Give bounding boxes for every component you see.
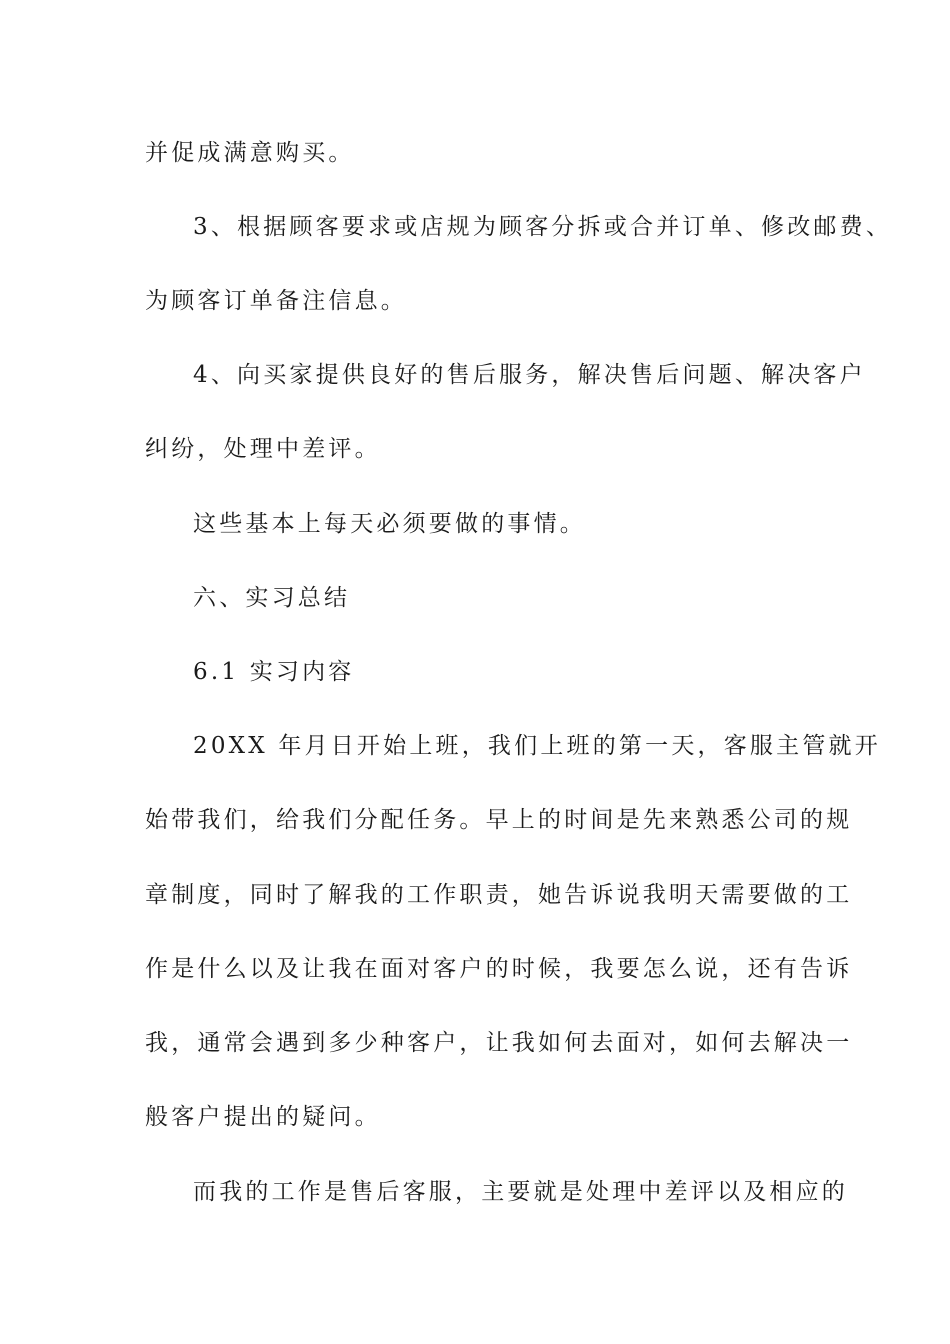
section-heading: 六、实习总结 bbox=[193, 585, 351, 611]
paragraph-line-14: 般客户提出的疑问。 bbox=[145, 1104, 381, 1130]
subsection-heading: 6.1 实习内容 bbox=[193, 659, 355, 685]
paragraph-line-9: 20XX 年月日开始上班，我们上班的第一天，客服主管就开 bbox=[193, 733, 881, 759]
paragraph-line-2: 3、根据顾客要求或店规为顾客分拆或合并订单、修改邮费、 bbox=[193, 214, 893, 240]
paragraph-line-3: 为顾客订单备注信息。 bbox=[145, 288, 407, 314]
paragraph-line-13: 我，通常会遇到多少种客户，让我如何去面对，如何去解决一 bbox=[145, 1030, 853, 1056]
paragraph-line-4: 4、向买家提供良好的售后服务，解决售后问题、解决客户 bbox=[193, 362, 866, 388]
paragraph-line-12: 作是什么以及让我在面对客户的时候，我要怎么说，还有告诉 bbox=[145, 956, 853, 982]
paragraph-line-5: 纠纷，处理中差评。 bbox=[145, 436, 381, 462]
paragraph-line-1: 并促成满意购买。 bbox=[145, 140, 355, 166]
paragraph-line-11: 章制度，同时了解我的工作职责，她告诉说我明天需要做的工 bbox=[145, 882, 853, 908]
paragraph-line-10: 始带我们，给我们分配任务。早上的时间是先来熟悉公司的规 bbox=[145, 807, 853, 833]
paragraph-line-6: 这些基本上每天必须要做的事情。 bbox=[193, 511, 586, 537]
paragraph-line-15: 而我的工作是售后客服，主要就是处理中差评以及相应的 bbox=[193, 1179, 848, 1205]
